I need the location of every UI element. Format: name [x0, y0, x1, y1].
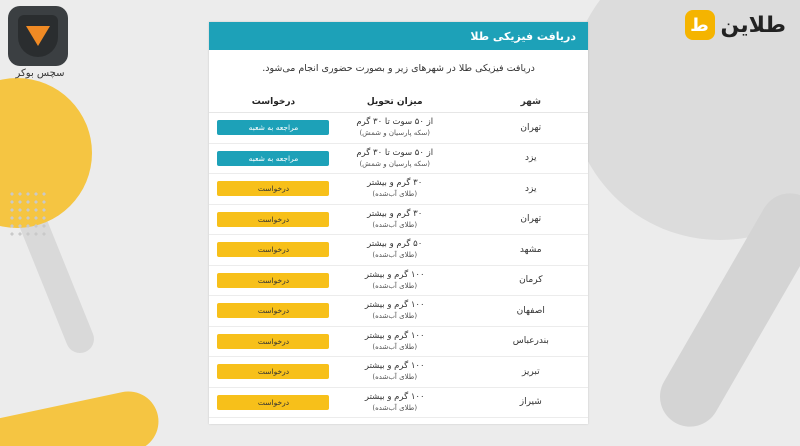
header-request: درخواست	[251, 96, 296, 107]
row-amount-value: از ۵۰ سوت تا ۳۰ گرم	[356, 147, 434, 158]
request-button[interactable]: درخواست	[217, 395, 329, 410]
row-city: یزد	[525, 153, 537, 164]
row-amount-value: ۱۰۰ گرم و بیشتر	[364, 300, 425, 311]
row-city: تهران	[520, 122, 542, 133]
row-amount	[338, 239, 452, 260]
row-city: اصفهان	[516, 305, 545, 316]
row-city: کرمان	[519, 275, 543, 286]
request-button[interactable]: درخواست	[217, 212, 329, 227]
brand-right-label: طلاین	[720, 12, 786, 38]
row-amount	[338, 270, 452, 291]
row-request-cell	[209, 273, 338, 288]
row-amount-value: از ۵۰ سوت تا ۳۰ گرم	[356, 117, 434, 128]
row-city: بندرعباس	[512, 336, 549, 347]
talain-logo-icon: ط	[685, 10, 715, 40]
header-city: شهر	[520, 96, 541, 107]
row-amount-value: ۱۰۰ گرم و بیشتر	[364, 361, 425, 372]
row-city: یزد	[525, 183, 537, 194]
row-amount-note: (طلای آب‌شده)	[372, 373, 418, 382]
row-request-cell	[209, 181, 338, 196]
table-row	[209, 357, 588, 388]
row-city: تبریز	[521, 366, 540, 377]
row-amount	[338, 148, 452, 169]
card-subtitle: دریافت فیزیکی طلا در شهرهای زیر و بصورت حضوری انجام می‌شود.	[262, 63, 535, 74]
row-amount-note: (طلای آب‌شده)	[372, 251, 418, 260]
row-amount-value: ۱۰۰ گرم و بیشتر	[364, 391, 425, 402]
row-request-cell	[209, 120, 338, 135]
request-button[interactable]: درخواست	[217, 181, 329, 196]
card-title: دریافت فیزیکی طلا	[209, 22, 588, 50]
table-row	[209, 296, 588, 327]
row-amount	[338, 361, 452, 382]
row-amount-note: (طلای آب‌شده)	[372, 190, 418, 199]
header-amount: میزان تحویل	[366, 96, 423, 107]
row-request-cell	[209, 212, 338, 227]
visit-branch-button[interactable]: مراجعه به شعبه	[217, 151, 329, 166]
table-row	[209, 266, 588, 297]
table-row	[209, 388, 588, 419]
row-amount-note: (سکه پارسیان و شمش)	[359, 129, 430, 138]
background-pill-yellow	[0, 386, 164, 446]
row-amount-note: (طلای آب‌شده)	[372, 403, 418, 412]
row-amount	[338, 209, 452, 230]
background-dots	[8, 190, 48, 240]
row-city: مشهد	[519, 244, 542, 255]
row-amount	[338, 178, 452, 199]
fox-shield-icon	[8, 6, 68, 66]
row-amount-note: (طلای آب‌شده)	[372, 281, 418, 290]
cities-table	[209, 91, 588, 418]
row-amount-note: (طلای آب‌شده)	[372, 312, 418, 321]
row-request-cell	[209, 364, 338, 379]
row-amount-value: ۱۰۰ گرم و بیشتر	[364, 269, 425, 280]
table-row	[209, 205, 588, 236]
physical-gold-card	[209, 22, 588, 424]
brand-left-label: سچس بوکر	[15, 68, 65, 79]
row-request-cell	[209, 151, 338, 166]
row-amount-value: ۳۰ گرم و بیشتر	[367, 178, 423, 189]
row-amount	[338, 300, 452, 321]
row-amount-value: ۱۰۰ گرم و بیشتر	[364, 330, 425, 341]
row-amount-value: ۵۰ گرم و بیشتر	[367, 239, 423, 250]
row-city: تهران	[520, 214, 542, 225]
row-amount	[338, 392, 452, 413]
request-button[interactable]: درخواست	[217, 334, 329, 349]
row-amount-note: (طلای آب‌شده)	[372, 220, 418, 229]
row-amount-note: (سکه پارسیان و شمش)	[359, 159, 430, 168]
table-row	[209, 174, 588, 205]
request-button[interactable]: درخواست	[217, 242, 329, 257]
row-request-cell	[209, 242, 338, 257]
row-amount-value: ۳۰ گرم و بیشتر	[367, 208, 423, 219]
table-row	[209, 113, 588, 144]
row-amount	[338, 331, 452, 352]
table-row	[209, 235, 588, 266]
request-button[interactable]: درخواست	[217, 364, 329, 379]
row-amount-note: (طلای آب‌شده)	[372, 342, 418, 351]
visit-branch-button[interactable]: مراجعه به شعبه	[217, 120, 329, 135]
row-request-cell	[209, 334, 338, 349]
row-amount	[338, 117, 452, 138]
request-button[interactable]: درخواست	[217, 273, 329, 288]
table-row	[209, 144, 588, 175]
row-request-cell	[209, 303, 338, 318]
table-body	[209, 113, 588, 418]
request-button[interactable]: درخواست	[217, 303, 329, 318]
table-row	[209, 327, 588, 358]
table-header	[209, 91, 588, 113]
brand-right-logo	[685, 8, 786, 42]
row-city: شیراز	[519, 397, 542, 408]
row-request-cell	[209, 395, 338, 410]
